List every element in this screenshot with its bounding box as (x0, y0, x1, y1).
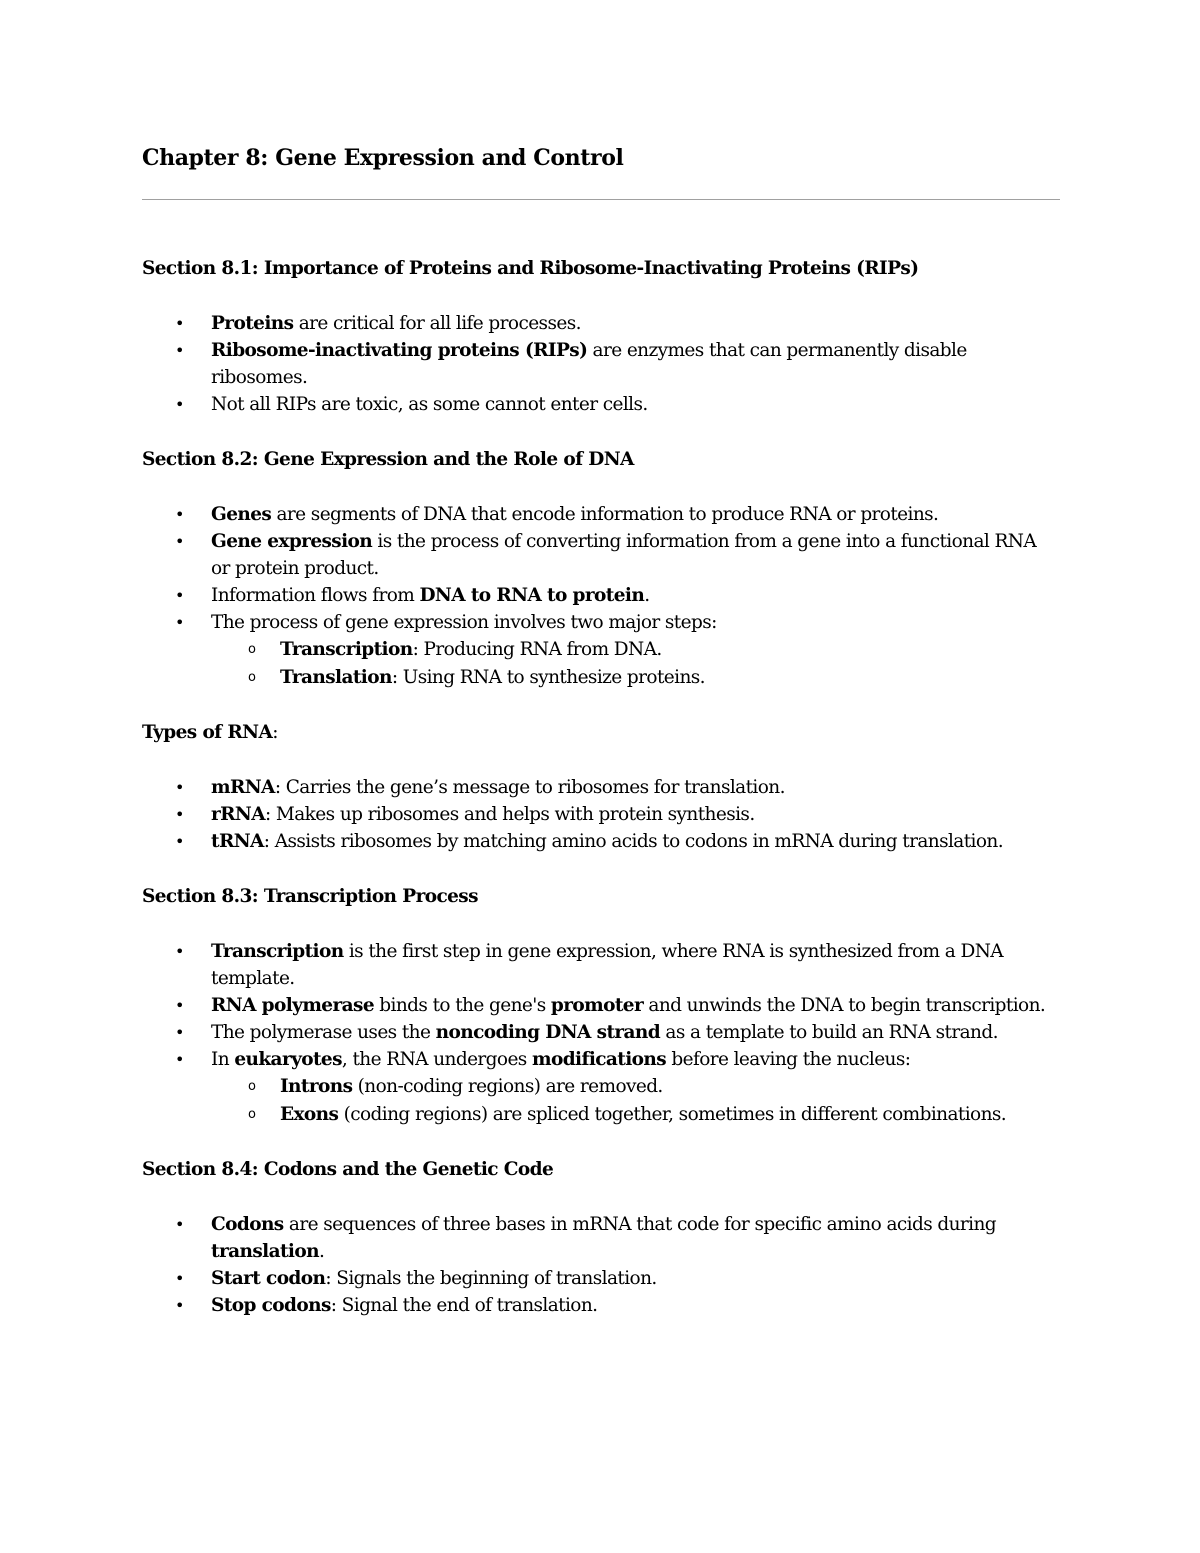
horizontal-rule (142, 199, 1060, 200)
bullet-icon: • (175, 1050, 185, 1069)
bullet-icon: • (175, 586, 185, 605)
bullet-icon: • (175, 532, 185, 551)
bullet-icon: • (175, 395, 185, 414)
list-item: • rRNA: Makes up ribosomes and helps with protein synthesis. (142, 801, 1060, 828)
sub-list-item: o Introns (non-coding regions) are removed. (209, 1073, 1060, 1101)
section-8-4-list (142, 1211, 1060, 1319)
list-item: • Ribosome-inactivating proteins (RIPs) are enzymes that can permanently disable ribosomes. (142, 337, 1060, 391)
list-item: • Start codon: Signals the beginning of translation. (142, 1265, 1060, 1292)
bullet-icon: • (175, 613, 185, 632)
chapter-title: Chapter 8: Gene Expression and Control (142, 145, 624, 171)
list-item: • RNA polymerase binds to the gene's promoter and unwinds the DNA to begin transcription. (142, 992, 1060, 1019)
bullet-icon: • (175, 996, 185, 1015)
sub-bullet-icon: o (248, 669, 256, 685)
bullet-icon: • (175, 1296, 185, 1315)
list-item: • The process of gene expression involves two major steps: o Transcription: Producing RNA from DNA. o Translation: Using RNA to synthesize proteins. (142, 609, 1060, 691)
list-item: • Stop codons: Signal the end of translation. (142, 1292, 1060, 1319)
section-8-3-list (142, 938, 1060, 1128)
list-item: • In eukaryotes, the RNA undergoes modifications before leaving the nucleus: o Introns (non-coding regions) are removed. o Exons (coding regions) are spliced together, sometimes in different combinations. (142, 1046, 1060, 1128)
list-item: • Information flows from DNA to RNA to protein. (142, 582, 1060, 609)
sub-list-item: o Transcription: Producing RNA from DNA. (209, 636, 1060, 664)
sub-list-item: o Translation: Using RNA to synthesize proteins. (209, 664, 1060, 692)
bullet-icon: • (175, 1215, 185, 1234)
list-item: • tRNA: Assists ribosomes by matching amino acids to codons in mRNA during translation. (142, 828, 1060, 855)
bullet-icon: • (175, 778, 185, 797)
list-item: • Gene expression is the process of converting information from a gene into a functional RNA or protein product. (142, 528, 1060, 582)
bullet-icon: • (175, 942, 185, 961)
bullet-icon: • (175, 314, 185, 333)
section-8-2-list (142, 501, 1060, 691)
list-item: • Codons are sequences of three bases in mRNA that code for specific amino acids during translation. (142, 1211, 1060, 1265)
list-item: • mRNA: Carries the gene’s message to ribosomes for translation. (142, 774, 1060, 801)
sub-bullet-icon: o (248, 642, 256, 657)
section-heading-8-4: Section 8.4: Codons and the Genetic Code (142, 1159, 554, 1180)
section-heading-8-2: Section 8.2: Gene Expression and the Role of DNA (142, 449, 634, 470)
list-item: • The polymerase uses the noncoding DNA strand as a template to build an RNA strand. (142, 1019, 1060, 1046)
section-heading-8-3: Section 8.3: Transcription Process (142, 886, 478, 907)
list-item: • Genes are segments of DNA that encode information to produce RNA or proteins. (142, 501, 1060, 528)
list-item: • Transcription is the first step in gene expression, where RNA is synthesized from a DNA template. (142, 938, 1060, 992)
sub-bullet-icon: o (248, 1106, 256, 1122)
bullet-icon: • (175, 832, 185, 851)
section-8-1-list (142, 310, 1060, 418)
sub-list (211, 1073, 1060, 1128)
document-page (142, 140, 1060, 1347)
section-heading-8-1: Section 8.1: Importance of Proteins and Ribosome-Inactivating Proteins (RIPs) (142, 258, 919, 279)
list-item: • Proteins are critical for all life processes. (142, 310, 1060, 337)
sub-list-item: o Exons (coding regions) are spliced together, sometimes in different combinations. (209, 1101, 1060, 1129)
bullet-icon: • (175, 1023, 185, 1042)
list-item: • Not all RIPs are toxic, as some cannot enter cells. (142, 391, 1060, 418)
bullet-icon: • (175, 341, 185, 360)
sub-list (211, 636, 1060, 691)
types-of-rna-heading: Types of RNA: (142, 722, 278, 743)
bullet-icon: • (175, 505, 185, 524)
bullet-icon: • (175, 805, 185, 824)
sub-bullet-icon: o (248, 1079, 256, 1094)
bullet-icon: • (175, 1269, 185, 1288)
types-of-rna-list (142, 774, 1060, 855)
